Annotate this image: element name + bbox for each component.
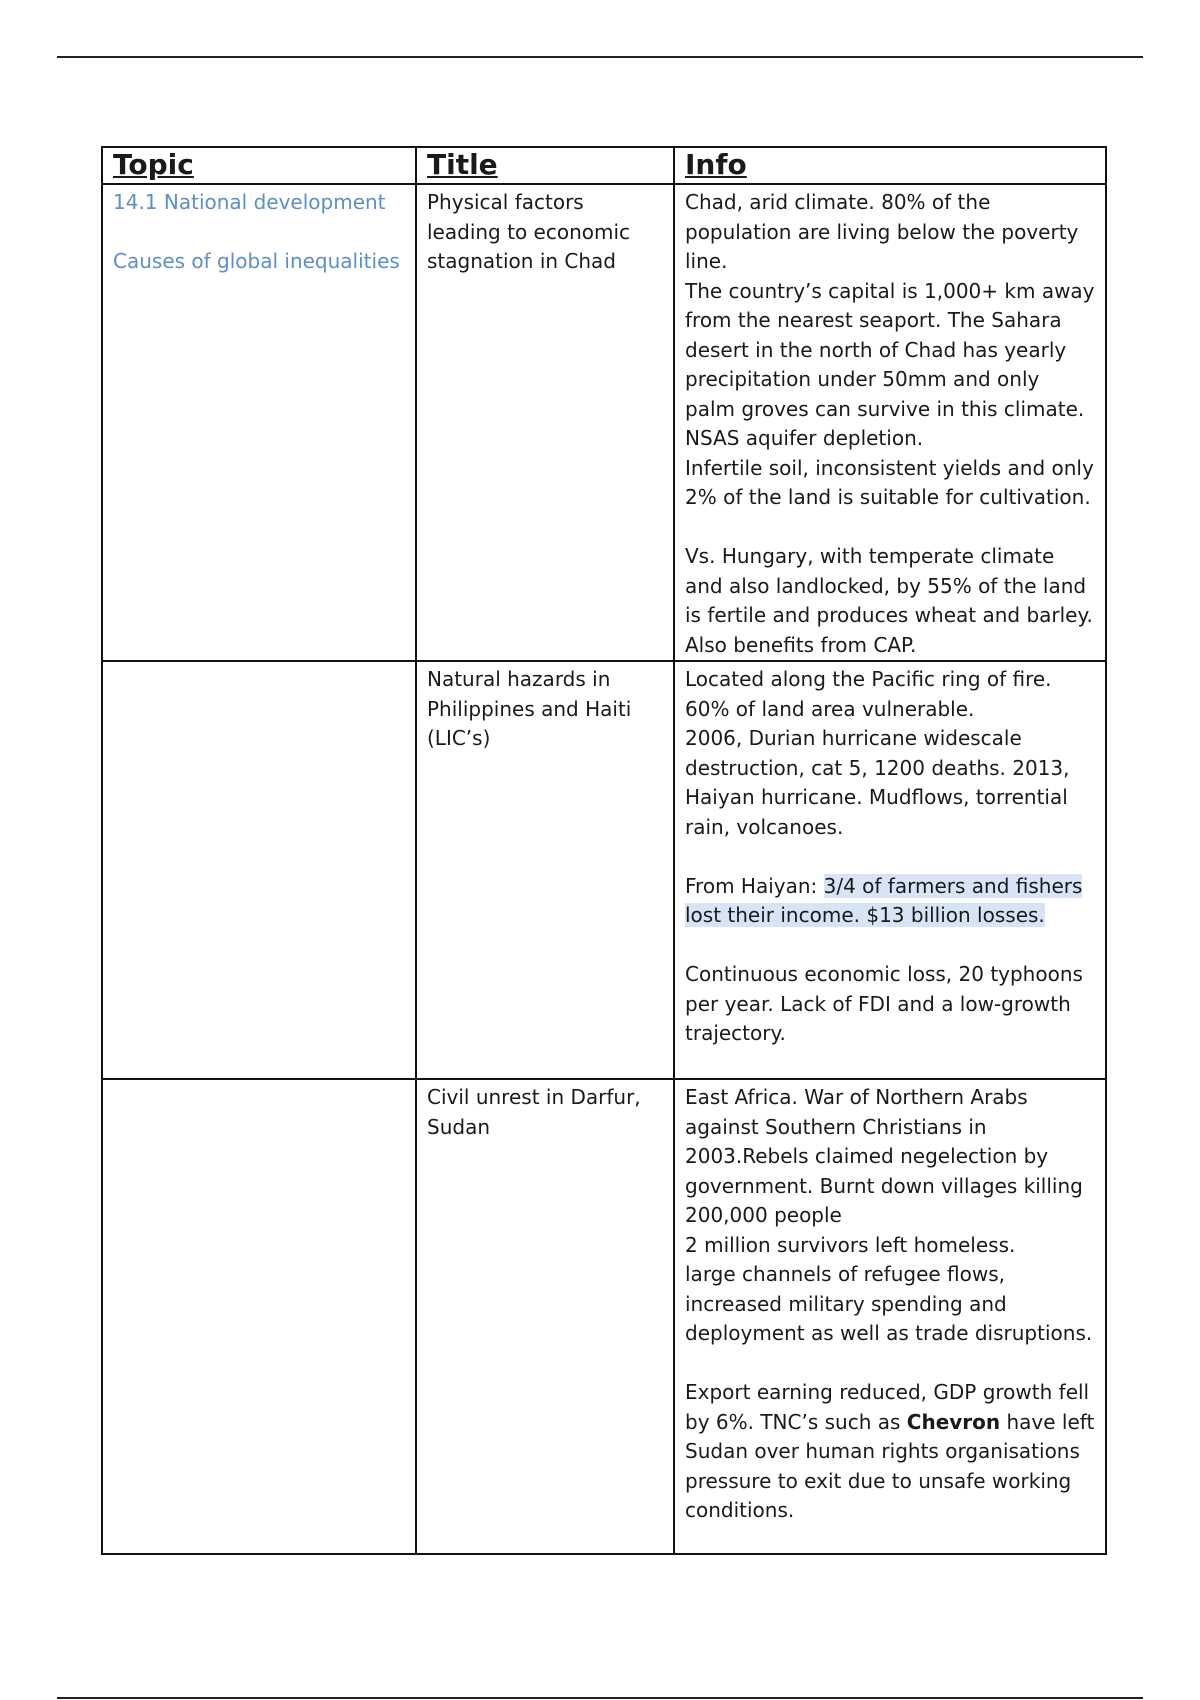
info-cell — [674, 661, 1106, 1079]
export-text-after: have left Sudan over human rights organisations pressure to exit due to unsafe working conditions. — [685, 1409, 1095, 1522]
header-rule — [57, 56, 1143, 58]
topic-cell — [102, 1079, 416, 1554]
info-paragraph: 2006, Durian hurricane widescale destruction, cat 5, 1200 deaths. 2013, Haiyan hurricane. Mudflows, torrential rain, volcanoes. — [685, 726, 1070, 839]
info-paragraph: Chad, arid climate. 80% of the population are living below the poverty line. — [685, 190, 1079, 273]
bold-company-name: Chevron — [906, 1409, 1001, 1434]
info-paragraph: The country’s capital is 1,000+ km away from the nearest seaport. The Sahara desert in the north of Chad has yearly precipitation under 50mm and only palm groves can survive in this climate. NSAS aquifer depletion. — [685, 278, 1095, 450]
table-row — [102, 1079, 1106, 1554]
info-paragraph: Located along the Pacific ring of fire. 60% of land area vulnerable. — [685, 667, 1052, 721]
topic-cell — [102, 661, 416, 1079]
row-title: Civil unrest in Darfur, Sudan — [427, 1085, 641, 1139]
info-paragraph: large channels of refugee flows, increased military spending and deployment as well as trade disruptions. — [685, 1262, 1093, 1345]
column-header-info: Info — [674, 147, 1106, 184]
column-header-title: Title — [416, 147, 674, 184]
highlighted-text: 3/4 of farmers and fishers lost their income. $13 billion losses. — [685, 873, 1083, 927]
row-title: Physical factors leading to economic stagnation in Chad — [427, 190, 631, 273]
haiyan-prefix: From Haiyan: — [685, 873, 824, 898]
notes-table — [101, 146, 1107, 1555]
table-header-row — [102, 147, 1106, 184]
info-cell — [674, 1079, 1106, 1554]
info-paragraph-export — [685, 1378, 1095, 1526]
title-cell — [416, 661, 674, 1079]
info-paragraph-haiyan — [685, 872, 1095, 931]
topic-link-global-inequalities[interactable]: Causes of global inequalities — [113, 249, 400, 273]
info-paragraph: Continuous economic loss, 20 typhoons per year. Lack of FDI and a low-growth trajectory. — [685, 962, 1083, 1045]
topic-cell — [102, 184, 416, 661]
info-paragraph: East Africa. War of Northern Arabs against Southern Christians in 2003.Rebels claimed negelection by government. Burnt down villages killing 200,000 people — [685, 1085, 1083, 1227]
info-paragraph: 2 million survivors left homeless. — [685, 1232, 1016, 1257]
column-header-topic: Topic — [102, 147, 416, 184]
info-paragraph: Vs. Hungary, with temperate climate and also landlocked, by 55% of the land is fertile and produces wheat and barley. Also benefits from CAP. — [685, 544, 1093, 657]
info-paragraph: Infertile soil, inconsistent yields and only 2% of the land is suitable for cultivation. — [685, 455, 1094, 509]
table-row — [102, 184, 1106, 661]
info-cell — [674, 184, 1106, 661]
title-cell — [416, 1079, 674, 1554]
table-row — [102, 661, 1106, 1079]
export-text-before: Export earning reduced, GDP growth fell by 6%. TNC’s such as — [685, 1380, 1090, 1434]
topic-link-national-development[interactable]: 14.1 National development — [113, 190, 386, 214]
footer-rule — [57, 1697, 1143, 1699]
title-cell — [416, 184, 674, 661]
row-title: Natural hazards in Philippines and Haiti (LIC’s) — [427, 667, 632, 750]
